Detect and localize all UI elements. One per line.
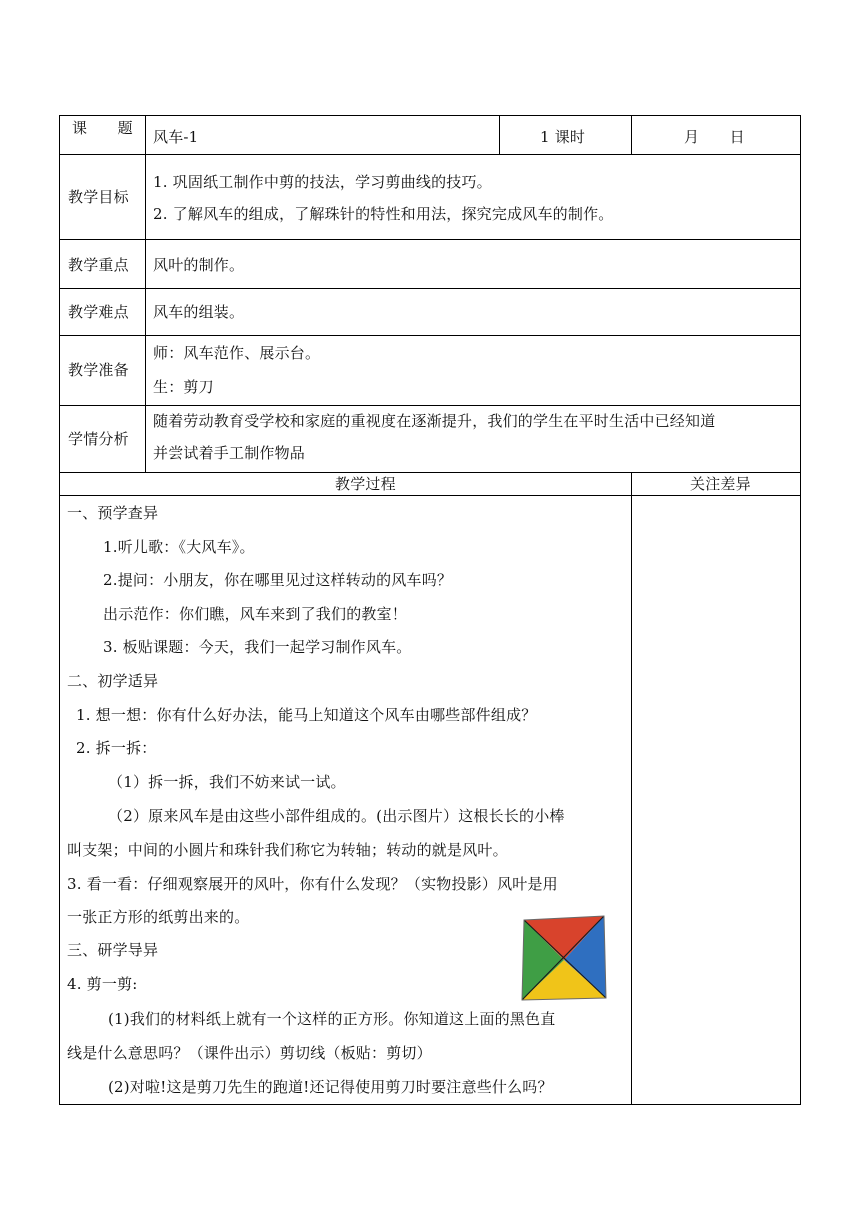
side-column-divider: [631, 472, 632, 1105]
process-line: 4. 剪一剪:: [67, 975, 138, 993]
table-border-top: [59, 115, 801, 116]
process-header: 教学过程: [335, 475, 396, 493]
label-column-divider: [145, 115, 146, 473]
difficult-text: 风车的组装。: [153, 303, 245, 321]
process-line: 3. 看一看：仔细观察展开的风叶，你有什么发现？（实物投影）风叶是用: [67, 875, 558, 893]
analysis-label: 学情分析: [68, 430, 129, 448]
process-line: （1）拆一拆，我们不妨来试一试。: [108, 773, 346, 791]
process-line: （2）原来风车是由这些小部件组成的。(出示图片）这根长长的小棒: [108, 807, 565, 825]
analysis-line: 并尝试着手工制作物品: [153, 444, 306, 462]
topic-label: 课 题: [72, 119, 133, 137]
row-divider: [59, 472, 801, 473]
topic-title: 风车-1: [153, 128, 199, 146]
row-divider: [59, 288, 801, 289]
row-divider: [59, 335, 801, 336]
table-border-bottom: [59, 1104, 801, 1105]
table-border-right: [800, 115, 801, 1105]
goals-label: 教学目标: [68, 188, 129, 206]
key-label: 教学重点: [68, 256, 129, 274]
hours: 1 课时: [540, 128, 586, 146]
section-heading: 三、研学导异: [67, 941, 159, 959]
goal-item: 2. 了解风车的组成，了解珠针的特性和用法，探究完成风车的制作。: [153, 205, 614, 223]
process-line: 2.提问：小朋友，你在哪里见过这样转动的风车吗？: [103, 571, 453, 589]
section-heading: 二、初学适异: [67, 672, 159, 690]
process-line: 叫支架；中间的小圆片和珠针我们称它为转轴；转动的就是风叶。: [67, 841, 508, 859]
side-column-divider: [631, 115, 632, 155]
process-line: 一张正方形的纸剪出来的。: [67, 908, 250, 926]
side-header: 关注差异: [690, 475, 751, 493]
goal-item: 1. 巩固纸工制作中剪的技法，学习剪曲线的技巧。: [153, 173, 492, 191]
process-line: (2)对啦!这是剪刀先生的跑道!还记得使用剪刀时要注意些什么吗？: [108, 1078, 553, 1096]
table-border-left: [59, 115, 60, 1105]
row-divider: [59, 154, 801, 155]
analysis-line: 随着劳动教育受学校和家庭的重视度在逐渐提升，我们的学生在平时生活中已经知道: [153, 412, 716, 430]
prep-label: 教学准备: [68, 361, 129, 379]
process-line: 2. 拆一拆：: [76, 739, 157, 757]
date-field: 月 日: [684, 128, 745, 146]
process-line: 出示范作：你们瞧，风车来到了我们的教室！: [103, 605, 408, 623]
process-line: 1.听儿歌：《大风车》。: [103, 538, 255, 556]
difficult-label: 教学难点: [68, 303, 129, 321]
pinwheel-paper-image: [520, 914, 608, 1002]
header-column-divider: [499, 115, 500, 155]
process-line: 3. 板贴课题：今天，我们一起学习制作风车。: [103, 638, 412, 656]
prep-item: 生：剪刀: [153, 378, 214, 396]
key-text: 风叶的制作。: [153, 256, 245, 274]
process-line: (1)我们的材料纸上就有一个这样的正方形。你知道这上面的黑色直: [108, 1010, 556, 1028]
section-heading: 一、预学查异: [67, 504, 159, 522]
row-divider: [59, 405, 801, 406]
row-divider: [59, 495, 801, 496]
row-divider: [59, 239, 801, 240]
process-line: 1. 想一想：你有什么好办法，能马上知道这个风车由哪些部件组成？: [76, 706, 537, 724]
prep-item: 师：风车范作、展示台。: [153, 344, 321, 362]
process-line: 线是什么意思吗？（课件出示）剪切线（板贴：剪切）: [67, 1044, 432, 1062]
